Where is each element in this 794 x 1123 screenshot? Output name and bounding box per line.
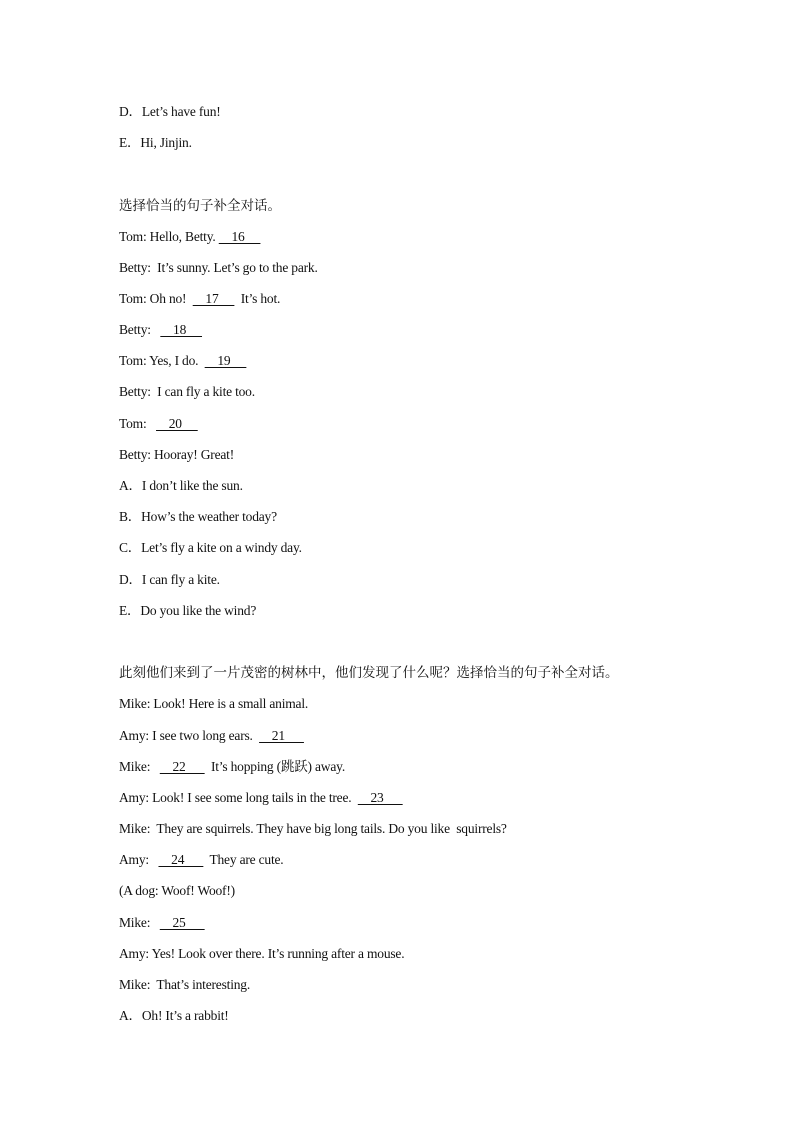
- dialogue-text: Betty: It’s sunny. Let’s go to the park.: [119, 260, 318, 275]
- dialogue-line: [119, 758, 345, 776]
- dialogue-text: (A dog: Woof! Woof!): [119, 883, 235, 898]
- dialogue-text: Tom: Yes, I do.: [119, 353, 205, 368]
- section-heading: 选择恰当的句子补全对话。: [119, 198, 281, 214]
- option-c: C．Let’s fly a kite on a windy day.: [119, 540, 302, 555]
- dialogue-text: Mike: Look! Here is a small animal.: [119, 696, 309, 711]
- dialogue-line: [119, 259, 318, 277]
- dialogue-text: Amy: Look! I see some long tails in the tree.: [119, 790, 358, 805]
- answer-blank: 25: [159, 915, 205, 930]
- dialogue-text: It’s hot.: [234, 291, 281, 306]
- answer-blank: 21: [259, 728, 304, 743]
- dialogue-line: [119, 695, 308, 713]
- dialogue-text: Mike:: [119, 759, 160, 774]
- dialogue-text: Amy: I see two long ears.: [119, 728, 260, 743]
- dialogue-text: Tom: Hello, Betty.: [119, 229, 219, 244]
- dialogue-text: Betty: I can fly a kite too.: [119, 384, 255, 399]
- dialogue-text: Tom:: [119, 416, 157, 431]
- dialogue-line: [119, 976, 250, 994]
- dialogue-text: Betty: Hooray! Great!: [119, 447, 235, 462]
- answer-blank: 19: [204, 353, 247, 368]
- dialogue-line: [119, 228, 260, 246]
- answer-blank: 23: [357, 790, 403, 805]
- dialogue-text: Mike: That’s interesting.: [119, 977, 251, 992]
- dialogue-text: Amy: Yes! Look over there. It’s running after a mouse.: [119, 946, 405, 961]
- answer-blank: 24: [158, 852, 204, 867]
- option-e: E．Do you like the wind?: [119, 603, 257, 618]
- dialogue-line: [119, 851, 283, 869]
- dialogue-line: [119, 727, 304, 745]
- dialogue-line: [119, 352, 246, 370]
- dialogue-line: [119, 415, 198, 433]
- dialogue-line: [119, 383, 255, 401]
- dialogue-line: [119, 945, 404, 963]
- dialogue-text: Tom: Oh no!: [119, 291, 193, 306]
- dialogue-line: [119, 321, 202, 339]
- dialogue-text: They are cute.: [203, 852, 284, 867]
- option-a: A．Oh! It’s a rabbit!: [119, 1008, 229, 1023]
- dialogue-line: [119, 820, 507, 838]
- dialogue-line: [119, 446, 234, 464]
- dialogue-text: Mike:: [119, 915, 160, 930]
- option-d: D．I can fly a kite.: [119, 572, 220, 587]
- option-d: D．Let’s have fun!: [119, 104, 221, 119]
- dialogue-line: [119, 914, 205, 932]
- option-b: B．How’s the weather today?: [119, 509, 277, 524]
- option-e: E．Hi, Jinjin.: [119, 135, 192, 150]
- answer-blank: 22: [159, 759, 205, 774]
- option-a: A．I don’t like the sun.: [119, 478, 243, 493]
- answer-blank: 17: [192, 291, 235, 306]
- dialogue-text: It’s hopping (跳跃) away.: [204, 759, 345, 774]
- dialogue-line: [119, 789, 403, 807]
- answer-blank: 16: [218, 229, 261, 244]
- section-heading: 此刻他们来到了一片茂密的树林中，他们发现了什么呢？选择恰当的句子补全对话。: [119, 665, 619, 681]
- answer-blank: 18: [160, 322, 203, 337]
- answer-blank: 20: [156, 416, 198, 431]
- dialogue-text: Mike: They are squirrels. They have big long tails. Do you like squirrels?: [119, 821, 507, 836]
- dialogue-line: [119, 290, 280, 308]
- dialogue-text: Betty:: [119, 322, 161, 337]
- dialogue-text: Amy:: [119, 852, 159, 867]
- dialogue-line: [119, 882, 235, 900]
